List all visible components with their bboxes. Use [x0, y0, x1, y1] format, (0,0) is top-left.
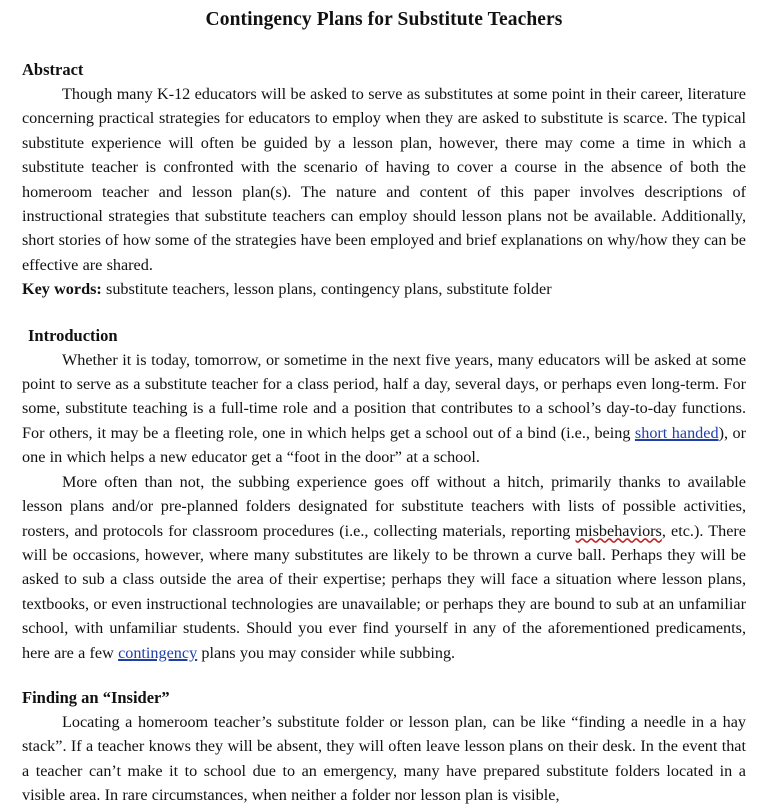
section-heading-abstract: Abstract — [22, 60, 84, 79]
introduction-paragraph-2 — [22, 470, 746, 665]
introduction-paragraph-1 — [22, 348, 746, 470]
keywords-line — [22, 277, 746, 301]
section-heading-finding-an-insider: Finding an “Insider” — [22, 687, 170, 707]
hyperlink-short-handed[interactable]: short handed — [634, 423, 719, 442]
keywords-label: Key words: — [22, 280, 102, 299]
section-heading-introduction: Introduction — [28, 325, 118, 345]
intro-p2-text-middle: , etc.). There will be occasions, however, where many substitutes are likely to be thrown a curve ball. Perhaps they will be asked to sub a class outside the area of their expertise; perhaps they will face a situation where lesson plans, textbooks, or even instructional technologies are unavailable; or perhaps they are bound to sub at an unfamiliar school, with unfamiliar students. Should you ever find yourself in any of the aforementioned predicaments, here are a few — [22, 521, 746, 662]
spellcheck-flagged-word[interactable]: misbehaviors — [575, 521, 662, 540]
intro-p2-text-after-link: plans you may consider while subbing. — [197, 643, 456, 662]
keywords-value: substitute teachers, lesson plans, contingency plans, substitute folder — [101, 280, 552, 299]
document-title-text: Contingency Plans for Substitute Teachers — [205, 9, 563, 30]
insider-paragraph: Locating a homeroom teacher’s substitute folder or lesson plan, can be like “finding a needle in a hay stack”. If a teacher knows they will be absent, they will often leave lesson plans on their desk. In the event that a teacher can’t make it to school due to an emergency, many have prepared substitute folders located in a visible area. In rare circumstances, when neither a folder nor lesson plan is visible, — [22, 712, 746, 805]
document-page — [0, 6, 768, 805]
page-title — [22, 6, 746, 32]
abstract-paragraph: Though many K-12 educators will be asked to serve as substitutes at some point in their career, literature concerning practical strategies for educators to employ when they are asked to substitute is scarce. The typical substitute experience will often be guided by a lesson plan, however, there may come a time in which a substitute teacher is confronted with the scenario of having to cover a course in the absence of both the homeroom teacher and lesson plan(s). The nature and content of this paper involves descriptions of instructional strategies that substitute teachers can employ should lesson plans not be available. Additionally, short stories of how some of the strategies have been employed and brief explanations on why/how they can be effective are shared. — [22, 85, 746, 274]
hyperlink-contingency[interactable]: contingency — [118, 643, 198, 662]
intro-p1-text-after-link: ), or one in which helps a new educator get a “foot in the door” at a school. — [22, 423, 746, 467]
intro-p1-text-before-link: Whether it is today, tomorrow, or sometime in the next five years, many educators will be asked at some point to serve as a substitute teacher for a class period, half a day, several days, or perhaps even long-term. For some, substitute teaching is a full-time role and a position that contributes to a school’s day-to-day functions. For others, it may be a fleeting role, one in which helps get a school out of a bind (i.e., being — [22, 350, 746, 442]
intro-p2-text-before-misspelling: More often than not, the subbing experience goes off without a hitch, primarily thanks to available lesson plans and/or pre-planned folders designated for substitute teachers with lists of possible activities, rosters, and protocols for classroom procedures (i.e., collecting materials, reporting — [22, 472, 746, 540]
